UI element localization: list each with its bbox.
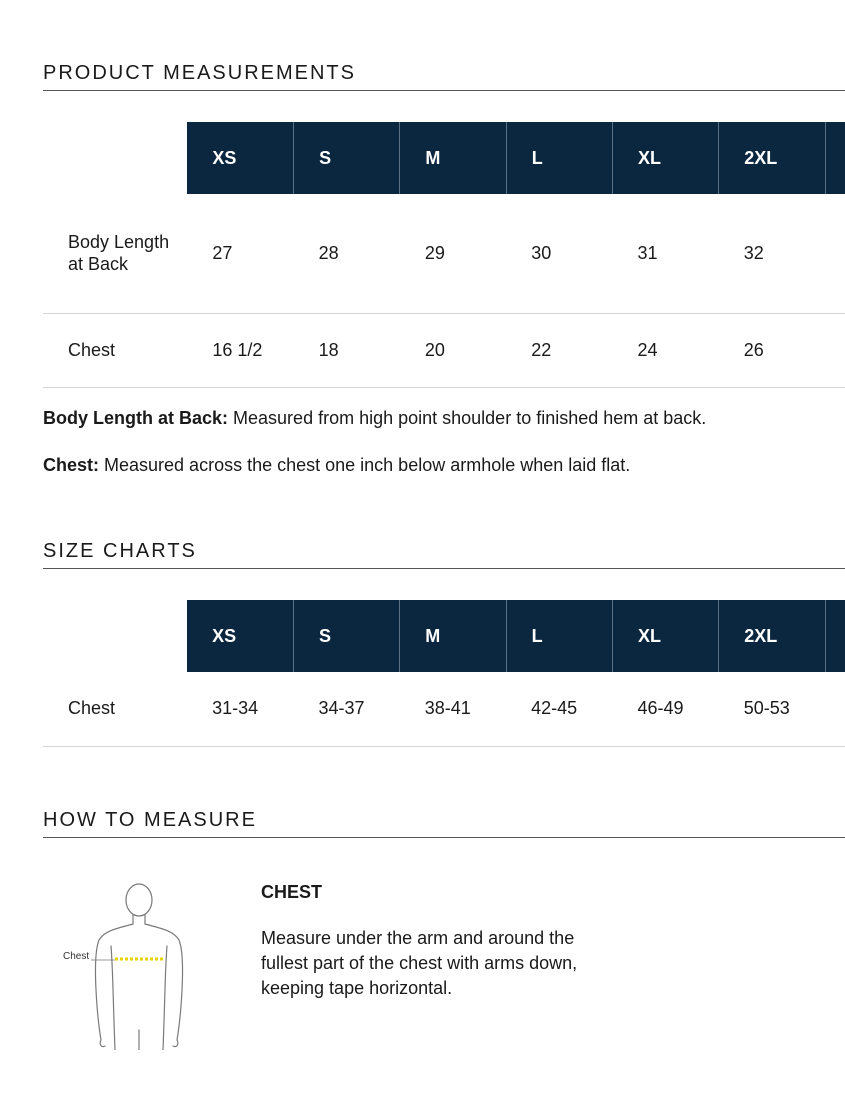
- table-cell: 29: [400, 194, 506, 313]
- size-header-s: S: [294, 122, 400, 194]
- note-text: Measured across the chest one inch below armhole when laid flat.: [99, 455, 631, 475]
- table-cell-overflow: [825, 672, 845, 746]
- table-cell: 42-45: [506, 672, 612, 746]
- size-charts-table: [43, 600, 845, 747]
- size-header-m: M: [400, 600, 506, 672]
- section-title-product-measurements: PRODUCT MEASUREMENTS: [43, 60, 845, 91]
- table-cell: 31: [612, 194, 718, 313]
- table-cell: 38-41: [400, 672, 506, 746]
- table-header-row: [43, 600, 845, 672]
- table-header-row: [43, 122, 845, 194]
- size-header-2xl: 2XL: [719, 600, 825, 672]
- product-measurements-table: [43, 122, 845, 388]
- table-cell: 27: [187, 194, 293, 313]
- table-row: [43, 313, 845, 387]
- size-header-xl: XL: [612, 122, 718, 194]
- table-cell: 22: [506, 313, 612, 387]
- table-cell: 16 1/2: [187, 313, 293, 387]
- person-outline-icon: [55, 880, 220, 1050]
- measure-instructions: Measure under the arm and around the fullest part of the chest with arms down, keeping tape horizontal.: [261, 928, 578, 998]
- table-cell-overflow: [825, 313, 845, 387]
- size-header-l: L: [506, 122, 612, 194]
- note-chest: [43, 455, 630, 476]
- row-label: Body Length at Back: [43, 194, 187, 313]
- table-cell: 34-37: [293, 672, 399, 746]
- section-title-size-charts: SIZE CHARTS: [43, 538, 845, 569]
- table-cell: 24: [612, 313, 718, 387]
- table-cell: 32: [719, 194, 825, 313]
- table-cell: 50-53: [719, 672, 825, 746]
- table-cell: 18: [294, 313, 400, 387]
- table-row: [43, 672, 845, 746]
- row-label: Chest: [43, 672, 187, 746]
- table-cell: 26: [719, 313, 825, 387]
- note-text: Measured from high point shoulder to finished hem at back.: [228, 408, 707, 428]
- figure-label-chest: Chest: [63, 951, 90, 962]
- header-blank-cell: [43, 600, 187, 672]
- measure-heading: CHEST: [261, 882, 323, 902]
- table-cell: 31-34: [187, 672, 293, 746]
- table-cell: 30: [506, 194, 612, 313]
- note-body-length: [43, 408, 706, 429]
- table-cell-overflow: [825, 194, 845, 313]
- size-header-m: M: [400, 122, 506, 194]
- header-blank-cell: [43, 122, 187, 194]
- table-cell: 28: [294, 194, 400, 313]
- size-header-xs: XS: [187, 122, 293, 194]
- table-row: [43, 194, 845, 313]
- table-cell: 46-49: [612, 672, 718, 746]
- size-header-s: S: [293, 600, 399, 672]
- size-header-overflow: [825, 122, 845, 194]
- size-header-overflow: [825, 600, 845, 672]
- size-header-xl: XL: [612, 600, 718, 672]
- note-term: Body Length at Back:: [43, 408, 229, 428]
- table-cell: 20: [400, 313, 506, 387]
- size-header-2xl: 2XL: [719, 122, 825, 194]
- body-figure-illustration: [55, 880, 220, 1050]
- row-label: Chest: [43, 313, 187, 387]
- size-header-xs: XS: [187, 600, 293, 672]
- section-title-how-to-measure: HOW TO MEASURE: [43, 807, 845, 838]
- note-term: Chest:: [43, 455, 100, 475]
- size-header-l: L: [506, 600, 612, 672]
